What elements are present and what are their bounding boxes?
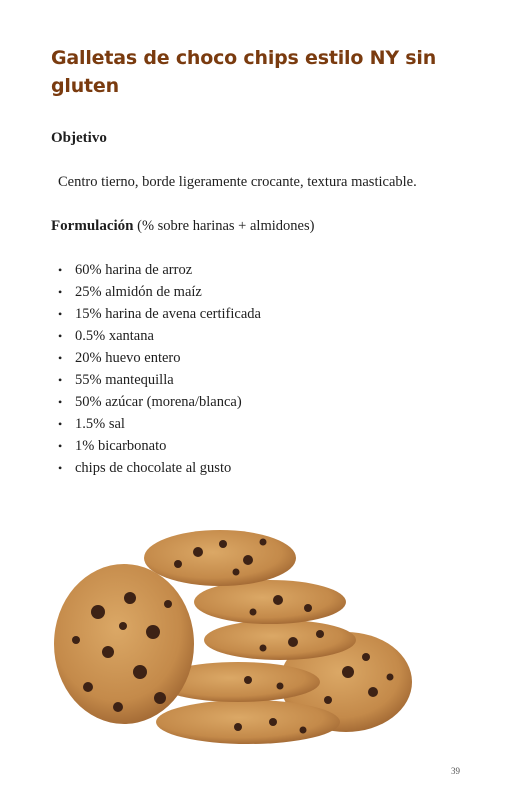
formulation-note: (% sobre harinas + almidones) [133, 218, 315, 234]
ingredient-text: 20% huevo entero [75, 350, 181, 366]
formulation-heading-label: Formulación [51, 218, 134, 234]
list-item [58, 391, 261, 413]
objective-heading: Objetivo [51, 130, 107, 146]
ingredient-text: 0.5% xantana [75, 328, 154, 344]
formulation-heading [51, 216, 314, 236]
ingredient-text: 15% harina de avena certificada [75, 306, 261, 322]
list-item [58, 435, 261, 457]
ingredient-text: 60% harina de arroz [75, 262, 193, 278]
ingredient-text: 1.5% sal [75, 416, 125, 432]
list-item [58, 347, 261, 369]
bullet-icon: • [58, 461, 63, 475]
cookie-stack-3 [204, 620, 356, 660]
cookie-stack-top [144, 530, 296, 586]
bullet-icon: • [58, 417, 63, 431]
cookie-front-left [54, 564, 194, 724]
cookie-stack-2 [194, 580, 346, 624]
cookie-stack-bottom [156, 700, 340, 744]
ingredient-text: 25% almidón de maíz [75, 284, 202, 300]
ingredient-text: chips de chocolate al gusto [75, 460, 232, 476]
bullet-icon: • [58, 263, 63, 277]
bullet-icon: • [58, 329, 63, 343]
ingredient-list [58, 259, 261, 479]
bullet-icon: • [58, 285, 63, 299]
ingredient-text: 55% mantequilla [75, 372, 174, 388]
list-item [58, 303, 261, 325]
bullet-icon: • [58, 307, 63, 321]
bullet-icon: • [58, 395, 63, 409]
list-item [58, 259, 261, 281]
list-item [58, 457, 261, 479]
ingredient-text: 1% bicarbonato [75, 438, 167, 454]
objective-text: Centro tierno, borde ligeramente crocante, textura masticable. [58, 174, 417, 190]
page-title: Galletas de choco chips estilo NY sin gluten [51, 47, 437, 97]
bullet-icon: • [58, 351, 63, 365]
bullet-icon: • [58, 373, 63, 387]
page-number: 39 [451, 766, 460, 776]
list-item [58, 325, 261, 347]
list-item [58, 413, 261, 435]
cookie-stack-image [48, 522, 418, 752]
list-item [58, 369, 261, 391]
ingredient-text: 50% azúcar (morena/blanca) [75, 394, 242, 410]
list-item [58, 281, 261, 303]
bullet-icon: • [58, 439, 63, 453]
